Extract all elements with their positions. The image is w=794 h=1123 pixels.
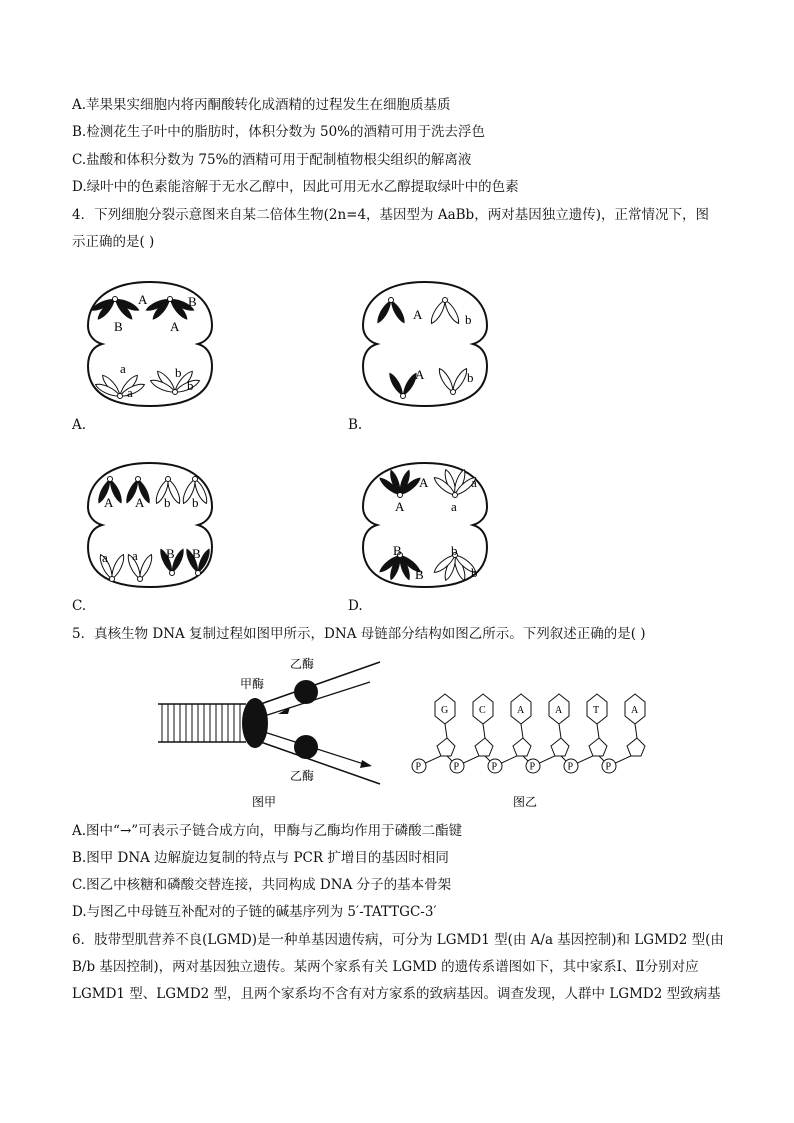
gene-label: B (188, 294, 197, 309)
phosphate-label: P (491, 761, 498, 773)
base-label: A (517, 705, 525, 716)
q3-option-c: C.盐酸和体积分数为 75%的酒精可用于配制植物根尖组织的解离液 (72, 152, 472, 168)
gene-label: B (166, 546, 175, 561)
gene-label: B (192, 546, 201, 561)
gene-label: B (415, 567, 424, 582)
gene-label: a (127, 385, 133, 400)
q4-label-d: D. (348, 598, 363, 614)
base-label: A (555, 705, 563, 716)
gene-label: A (138, 292, 148, 307)
q4-label-c: C. (72, 598, 87, 614)
caption-fig-yi: 图乙 (513, 795, 538, 809)
gene-label: A (415, 367, 425, 382)
q5-option-c: C.图乙中核糖和磷酸交替连接，共同构成 DNA 分子的基本骨架 (72, 877, 452, 893)
enzyme-jia (242, 698, 268, 748)
base-label: G (441, 705, 449, 716)
q5-option-a: A.图中“→”可表示子链合成方向，甲酶与乙酶均作用于磷酸二酯键 (72, 823, 463, 839)
label-enzyme-yi: 乙酶 (290, 769, 315, 783)
figure-jia-dna-replication (150, 652, 395, 812)
q4-stem-line2: 示正确的是( ) (72, 234, 155, 250)
gene-label: b (451, 543, 458, 558)
gene-label: b (164, 495, 171, 510)
phosphate-label: P (529, 761, 536, 773)
gene-label: a (132, 548, 138, 563)
gene-label: A (395, 499, 405, 514)
gene-label: b (471, 565, 478, 580)
phosphate-label: P (415, 761, 422, 773)
cell-diagram-c (80, 455, 220, 595)
q4-stem-line1: 4．下列细胞分裂示意图来自某二倍体生物(2n=4，基因型为 AaBb，两对基因独立遗传)，正常情况下，图 (72, 207, 709, 223)
q6-line3: LGMD1 型、LGMD2 型，且两个家系均不含有对方家系的致病基因。调查发现，人群中 LGMD2 型致病基 (72, 986, 721, 1002)
gene-label: b (192, 495, 199, 510)
q5-option-b: B.图甲 DNA 边解旋边复制的特点与 PCR 扩增目的基因时相同 (72, 850, 449, 866)
gene-label: B (114, 319, 123, 334)
gene-label: A (135, 495, 145, 510)
gene-label: b (467, 370, 474, 385)
q6-line1: 6．肢带型肌营养不良(LGMD)是一种单基因遗传病，可分为 LGMD1 型(由 A/a 基因控制)和 LGMD2 型(由 (72, 932, 724, 948)
cell-diagram-d (355, 455, 495, 595)
gene-label: A (170, 319, 180, 334)
label-enzyme-jia: 甲酶 (240, 677, 265, 691)
phosphate-label: P (453, 761, 460, 773)
gene-label: a (451, 499, 457, 514)
q4-label-a: A. (72, 417, 87, 433)
caption-fig-jia: 图甲 (252, 795, 277, 809)
q5-stem: 5．真核生物 DNA 复制过程如图甲所示，DNA 母链部分结构如图乙所示。下列叙述正确的是( ) (72, 626, 646, 642)
enzyme-yi (294, 735, 318, 759)
gene-label: a (102, 550, 108, 565)
q5-option-d: D.与图乙中母链互补配对的子链的碱基序列为 5′-TATTGC-3′ (72, 904, 437, 920)
gene-label: b (175, 365, 182, 380)
phosphate-label: P (567, 761, 574, 773)
cell-diagram-a (80, 274, 220, 414)
base-label: A (631, 705, 639, 716)
phosphate-label: P (605, 761, 612, 773)
gene-label: a (120, 361, 126, 376)
q6-line2: B/b 基因控制)，两对基因独立遗传。某两个家系有关 LGMD 的遗传系谱图如下，其中家系Ⅰ、Ⅱ分别对应 (72, 959, 699, 975)
enzyme-yi (294, 680, 318, 704)
gene-label: B (393, 543, 402, 558)
q3-option-d: D.绿叶中的色素能溶解于无水乙醇中，因此可用无水乙醇提取绿叶中的色素 (72, 179, 519, 195)
label-enzyme-yi: 乙酶 (290, 657, 315, 671)
gene-label: b (187, 378, 194, 393)
base-label: C (479, 705, 486, 716)
cell-diagram-b (355, 274, 495, 414)
gene-label: b (465, 312, 472, 327)
figure-yi-dna-strand (405, 680, 650, 812)
gene-label: A (419, 475, 429, 490)
q3-option-b: B.检测花生子叶中的脂肪时，体积分数为 50%的酒精可用于洗去浮色 (72, 124, 486, 140)
gene-label: A (104, 495, 114, 510)
base-label: T (593, 705, 600, 716)
gene-label: a (471, 475, 477, 490)
q4-label-b: B. (348, 417, 363, 433)
q3-option-a: A.苹果果实细胞内将丙酮酸转化成酒精的过程发生在细胞质基质 (72, 97, 451, 113)
gene-label: A (413, 307, 423, 322)
